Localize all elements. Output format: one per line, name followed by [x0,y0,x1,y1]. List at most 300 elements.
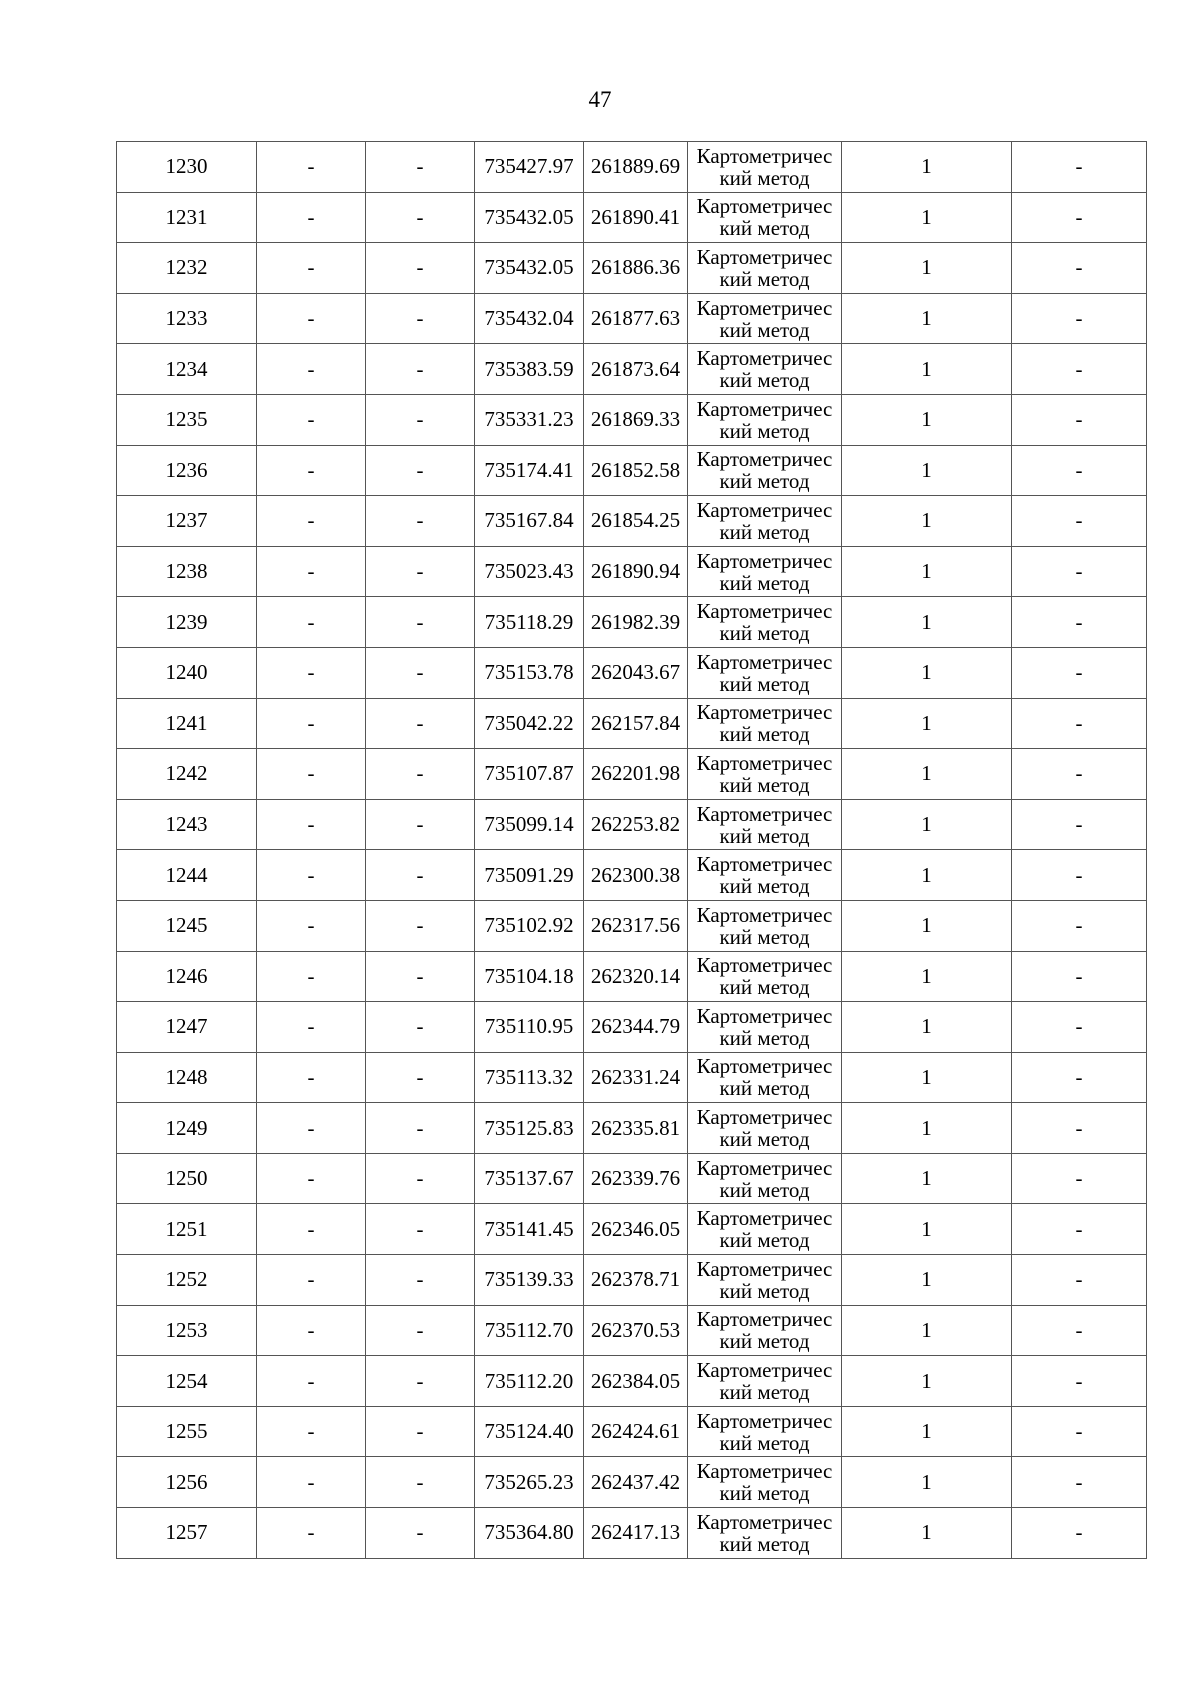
method-line-1: Картометричес [696,1054,833,1079]
table-row [117,597,1147,648]
method-line-2: кий метод [719,1228,810,1253]
x-coordinate-cell: 735265.23 [475,1457,584,1508]
dash-cell: - [257,1002,366,1053]
dash-cell: - [1012,1153,1147,1204]
dash-cell: - [366,344,475,395]
method-line-2: кий метод [719,570,810,595]
point-number-cell: 1236 [117,445,257,496]
dash-cell: - [257,496,366,547]
dash-cell: - [1012,1305,1147,1356]
dash-cell: - [1012,850,1147,901]
dash-cell: - [1012,142,1147,193]
table-row [117,1356,1147,1407]
method-cell [688,1508,842,1559]
method-cell [688,243,842,294]
method-line-2: кий метод [719,924,810,949]
y-coordinate-cell: 261890.94 [584,546,688,597]
table-row [117,142,1147,193]
method-line-2: кий метод [719,1076,810,1101]
dash-cell: - [366,394,475,445]
x-coordinate-cell: 735331.23 [475,394,584,445]
table-row [117,1305,1147,1356]
y-coordinate-cell: 261890.41 [584,192,688,243]
method-line-1: Картометричес [696,801,833,826]
x-coordinate-cell: 735104.18 [475,951,584,1002]
method-line-2: кий метод [719,1127,810,1152]
point-number-cell: 1249 [117,1103,257,1154]
point-number-cell: 1245 [117,900,257,951]
coordinates-table [116,141,1147,1559]
dash-cell: - [366,546,475,597]
method-line-1: Картометричес [696,447,833,472]
dash-cell: - [366,293,475,344]
accuracy-cell: 1 [842,1255,1012,1306]
table-row [117,293,1147,344]
table-body [117,142,1147,1559]
dash-cell: - [257,1356,366,1407]
dash-cell: - [1012,445,1147,496]
dash-cell: - [1012,900,1147,951]
y-coordinate-cell: 261873.64 [584,344,688,395]
table-row [117,546,1147,597]
method-line-2: кий метод [719,823,810,848]
table-row [117,344,1147,395]
y-coordinate-cell: 262157.84 [584,698,688,749]
dash-cell: - [1012,293,1147,344]
dash-cell: - [257,647,366,698]
x-coordinate-cell: 735137.67 [475,1153,584,1204]
point-number-cell: 1257 [117,1508,257,1559]
method-line-1: Картометричес [696,1459,833,1484]
x-coordinate-cell: 735427.97 [475,142,584,193]
y-coordinate-cell: 262317.56 [584,900,688,951]
method-cell [688,698,842,749]
dash-cell: - [1012,1255,1147,1306]
y-coordinate-cell: 262424.61 [584,1406,688,1457]
table-row [117,799,1147,850]
dash-cell: - [366,1002,475,1053]
dash-cell: - [366,900,475,951]
method-line-2: кий метод [719,1177,810,1202]
dash-cell: - [366,597,475,648]
y-coordinate-cell: 262253.82 [584,799,688,850]
dash-cell: - [1012,344,1147,395]
method-cell [688,1052,842,1103]
dash-cell: - [257,749,366,800]
method-cell [688,192,842,243]
dash-cell: - [366,749,475,800]
dash-cell: - [257,850,366,901]
dash-cell: - [257,293,366,344]
method-line-1: Картометричес [696,143,833,168]
point-number-cell: 1256 [117,1457,257,1508]
dash-cell: - [1012,647,1147,698]
accuracy-cell: 1 [842,1002,1012,1053]
accuracy-cell: 1 [842,749,1012,800]
method-line-2: кий метод [719,1430,810,1455]
method-cell [688,900,842,951]
x-coordinate-cell: 735432.04 [475,293,584,344]
dash-cell: - [257,1406,366,1457]
method-cell [688,647,842,698]
accuracy-cell: 1 [842,243,1012,294]
dash-cell: - [1012,1508,1147,1559]
point-number-cell: 1237 [117,496,257,547]
method-line-2: кий метод [719,1278,810,1303]
method-line-2: кий метод [719,772,810,797]
x-coordinate-cell: 735383.59 [475,344,584,395]
y-coordinate-cell: 262384.05 [584,1356,688,1407]
method-cell [688,1305,842,1356]
method-cell [688,1153,842,1204]
point-number-cell: 1248 [117,1052,257,1103]
accuracy-cell: 1 [842,951,1012,1002]
method-line-1: Картометричес [696,396,833,421]
dash-cell: - [366,496,475,547]
method-cell [688,394,842,445]
dash-cell: - [366,1508,475,1559]
table-row [117,1508,1147,1559]
method-line-1: Картометричес [696,1155,833,1180]
point-number-cell: 1240 [117,647,257,698]
dash-cell: - [1012,243,1147,294]
point-number-cell: 1250 [117,1153,257,1204]
accuracy-cell: 1 [842,445,1012,496]
point-number-cell: 1239 [117,597,257,648]
accuracy-cell: 1 [842,1457,1012,1508]
accuracy-cell: 1 [842,1508,1012,1559]
x-coordinate-cell: 735118.29 [475,597,584,648]
dash-cell: - [366,1406,475,1457]
method-cell [688,850,842,901]
method-line-2: кий метод [719,722,810,747]
method-line-2: кий метод [719,165,810,190]
table-row [117,749,1147,800]
method-cell [688,293,842,344]
point-number-cell: 1234 [117,344,257,395]
dash-cell: - [1012,1457,1147,1508]
dash-cell: - [1012,951,1147,1002]
accuracy-cell: 1 [842,1052,1012,1103]
accuracy-cell: 1 [842,1204,1012,1255]
point-number-cell: 1254 [117,1356,257,1407]
method-line-2: кий метод [719,368,810,393]
dash-cell: - [1012,1052,1147,1103]
table-row [117,192,1147,243]
dash-cell: - [366,1052,475,1103]
y-coordinate-cell: 262417.13 [584,1508,688,1559]
method-line-2: кий метод [719,317,810,342]
dash-cell: - [257,698,366,749]
dash-cell: - [1012,546,1147,597]
accuracy-cell: 1 [842,900,1012,951]
method-line-2: кий метод [719,1025,810,1050]
x-coordinate-cell: 735141.45 [475,1204,584,1255]
method-line-1: Картометричес [696,295,833,320]
dash-cell: - [1012,1002,1147,1053]
x-coordinate-cell: 735112.70 [475,1305,584,1356]
dash-cell: - [1012,496,1147,547]
table-row [117,394,1147,445]
method-cell [688,546,842,597]
accuracy-cell: 1 [842,394,1012,445]
y-coordinate-cell: 262300.38 [584,850,688,901]
y-coordinate-cell: 261877.63 [584,293,688,344]
point-number-cell: 1247 [117,1002,257,1053]
method-cell [688,1204,842,1255]
x-coordinate-cell: 735153.78 [475,647,584,698]
method-cell [688,799,842,850]
method-cell [688,1103,842,1154]
method-line-2: кий метод [719,469,810,494]
method-line-1: Картометричес [696,1408,833,1433]
dash-cell: - [366,142,475,193]
dash-cell: - [257,1457,366,1508]
dash-cell: - [366,1356,475,1407]
method-line-2: кий метод [719,519,810,544]
table-row [117,243,1147,294]
x-coordinate-cell: 735091.29 [475,850,584,901]
accuracy-cell: 1 [842,344,1012,395]
method-line-1: Картометричес [696,902,833,927]
dash-cell: - [257,1255,366,1306]
y-coordinate-cell: 262320.14 [584,951,688,1002]
method-cell [688,445,842,496]
point-number-cell: 1242 [117,749,257,800]
table-row [117,1204,1147,1255]
method-cell [688,951,842,1002]
method-line-1: Картометричес [696,1206,833,1231]
accuracy-cell: 1 [842,496,1012,547]
point-number-cell: 1232 [117,243,257,294]
accuracy-cell: 1 [842,799,1012,850]
point-number-cell: 1241 [117,698,257,749]
method-line-1: Картометричес [696,700,833,725]
page-number: 47 [588,87,612,112]
point-number-cell: 1230 [117,142,257,193]
method-line-1: Картометричес [696,1105,833,1130]
table-row [117,1052,1147,1103]
x-coordinate-cell: 735432.05 [475,243,584,294]
dash-cell: - [366,192,475,243]
dash-cell: - [1012,1406,1147,1457]
accuracy-cell: 1 [842,597,1012,648]
method-cell [688,1002,842,1053]
y-coordinate-cell: 262346.05 [584,1204,688,1255]
method-line-2: кий метод [719,266,810,291]
y-coordinate-cell: 261982.39 [584,597,688,648]
x-coordinate-cell: 735432.05 [475,192,584,243]
point-number-cell: 1235 [117,394,257,445]
x-coordinate-cell: 735107.87 [475,749,584,800]
y-coordinate-cell: 262339.76 [584,1153,688,1204]
x-coordinate-cell: 735099.14 [475,799,584,850]
method-line-2: кий метод [719,418,810,443]
x-coordinate-cell: 735124.40 [475,1406,584,1457]
x-coordinate-cell: 735364.80 [475,1508,584,1559]
dash-cell: - [1012,1103,1147,1154]
table-row [117,1255,1147,1306]
method-line-1: Картометричес [696,1256,833,1281]
method-line-2: кий метод [719,216,810,241]
dash-cell: - [257,445,366,496]
point-number-cell: 1253 [117,1305,257,1356]
method-line-1: Картометричес [696,750,833,775]
dash-cell: - [1012,394,1147,445]
accuracy-cell: 1 [842,142,1012,193]
y-coordinate-cell: 262335.81 [584,1103,688,1154]
method-line-1: Картометричес [696,1358,833,1383]
dash-cell: - [257,1153,366,1204]
method-line-1: Картометричес [696,953,833,978]
table-row [117,1103,1147,1154]
table-row [117,951,1147,1002]
dash-cell: - [366,243,475,294]
method-line-1: Картометричес [696,244,833,269]
dash-cell: - [1012,698,1147,749]
dash-cell: - [257,597,366,648]
dash-cell: - [1012,597,1147,648]
dash-cell: - [257,546,366,597]
accuracy-cell: 1 [842,1356,1012,1407]
method-line-2: кий метод [719,975,810,1000]
dash-cell: - [257,900,366,951]
table-row [117,496,1147,547]
x-coordinate-cell: 735110.95 [475,1002,584,1053]
accuracy-cell: 1 [842,192,1012,243]
x-coordinate-cell: 735174.41 [475,445,584,496]
method-line-1: Картометричес [696,1003,833,1028]
y-coordinate-cell: 261889.69 [584,142,688,193]
method-line-1: Картометричес [696,649,833,674]
table-row [117,850,1147,901]
dash-cell: - [1012,1356,1147,1407]
accuracy-cell: 1 [842,546,1012,597]
x-coordinate-cell: 735167.84 [475,496,584,547]
accuracy-cell: 1 [842,850,1012,901]
dash-cell: - [366,1204,475,1255]
dash-cell: - [366,698,475,749]
table-row [117,647,1147,698]
y-coordinate-cell: 261886.36 [584,243,688,294]
dash-cell: - [366,799,475,850]
method-line-2: кий метод [719,621,810,646]
x-coordinate-cell: 735139.33 [475,1255,584,1306]
point-number-cell: 1238 [117,546,257,597]
accuracy-cell: 1 [842,293,1012,344]
method-cell [688,344,842,395]
method-line-2: кий метод [719,1481,810,1506]
table-row [117,445,1147,496]
method-line-2: кий метод [719,1380,810,1405]
dash-cell: - [257,1204,366,1255]
dash-cell: - [257,394,366,445]
dash-cell: - [257,142,366,193]
dash-cell: - [257,192,366,243]
dash-cell: - [257,951,366,1002]
y-coordinate-cell: 262043.67 [584,647,688,698]
method-cell [688,496,842,547]
x-coordinate-cell: 735042.22 [475,698,584,749]
point-number-cell: 1255 [117,1406,257,1457]
dash-cell: - [257,1305,366,1356]
method-line-1: Картометричес [696,548,833,573]
dash-cell: - [366,1255,475,1306]
method-cell [688,1356,842,1407]
point-number-cell: 1231 [117,192,257,243]
x-coordinate-cell: 735113.32 [475,1052,584,1103]
accuracy-cell: 1 [842,1305,1012,1356]
accuracy-cell: 1 [842,698,1012,749]
method-cell [688,749,842,800]
x-coordinate-cell: 735125.83 [475,1103,584,1154]
point-number-cell: 1246 [117,951,257,1002]
accuracy-cell: 1 [842,1103,1012,1154]
dash-cell: - [366,647,475,698]
dash-cell: - [366,1153,475,1204]
table-row [117,698,1147,749]
dash-cell: - [366,850,475,901]
method-line-1: Картометричес [696,497,833,522]
point-number-cell: 1243 [117,799,257,850]
x-coordinate-cell: 735112.20 [475,1356,584,1407]
table-row [117,1457,1147,1508]
y-coordinate-cell: 262331.24 [584,1052,688,1103]
point-number-cell: 1252 [117,1255,257,1306]
dash-cell: - [257,1052,366,1103]
method-line-2: кий метод [719,1531,810,1556]
point-number-cell: 1233 [117,293,257,344]
dash-cell: - [257,799,366,850]
table-row [117,1406,1147,1457]
dash-cell: - [257,243,366,294]
accuracy-cell: 1 [842,1406,1012,1457]
table-row [117,900,1147,951]
method-cell [688,1255,842,1306]
y-coordinate-cell: 262370.53 [584,1305,688,1356]
point-number-cell: 1251 [117,1204,257,1255]
method-cell [688,597,842,648]
method-cell [688,142,842,193]
method-line-1: Картометричес [696,1509,833,1534]
method-line-1: Картометричес [696,346,833,371]
method-line-2: кий метод [719,874,810,899]
point-number-cell: 1244 [117,850,257,901]
y-coordinate-cell: 261869.33 [584,394,688,445]
y-coordinate-cell: 261854.25 [584,496,688,547]
method-cell [688,1406,842,1457]
x-coordinate-cell: 735102.92 [475,900,584,951]
dash-cell: - [366,951,475,1002]
dash-cell: - [257,344,366,395]
dash-cell: - [366,1103,475,1154]
y-coordinate-cell: 262344.79 [584,1002,688,1053]
accuracy-cell: 1 [842,647,1012,698]
method-line-1: Картометричес [696,599,833,624]
table-row [117,1153,1147,1204]
y-coordinate-cell: 262378.71 [584,1255,688,1306]
dash-cell: - [366,445,475,496]
y-coordinate-cell: 261852.58 [584,445,688,496]
x-coordinate-cell: 735023.43 [475,546,584,597]
method-cell [688,1457,842,1508]
method-line-1: Картометричес [696,852,833,877]
dash-cell: - [366,1457,475,1508]
accuracy-cell: 1 [842,1153,1012,1204]
dash-cell: - [1012,1204,1147,1255]
y-coordinate-cell: 262437.42 [584,1457,688,1508]
method-line-2: кий метод [719,1329,810,1354]
